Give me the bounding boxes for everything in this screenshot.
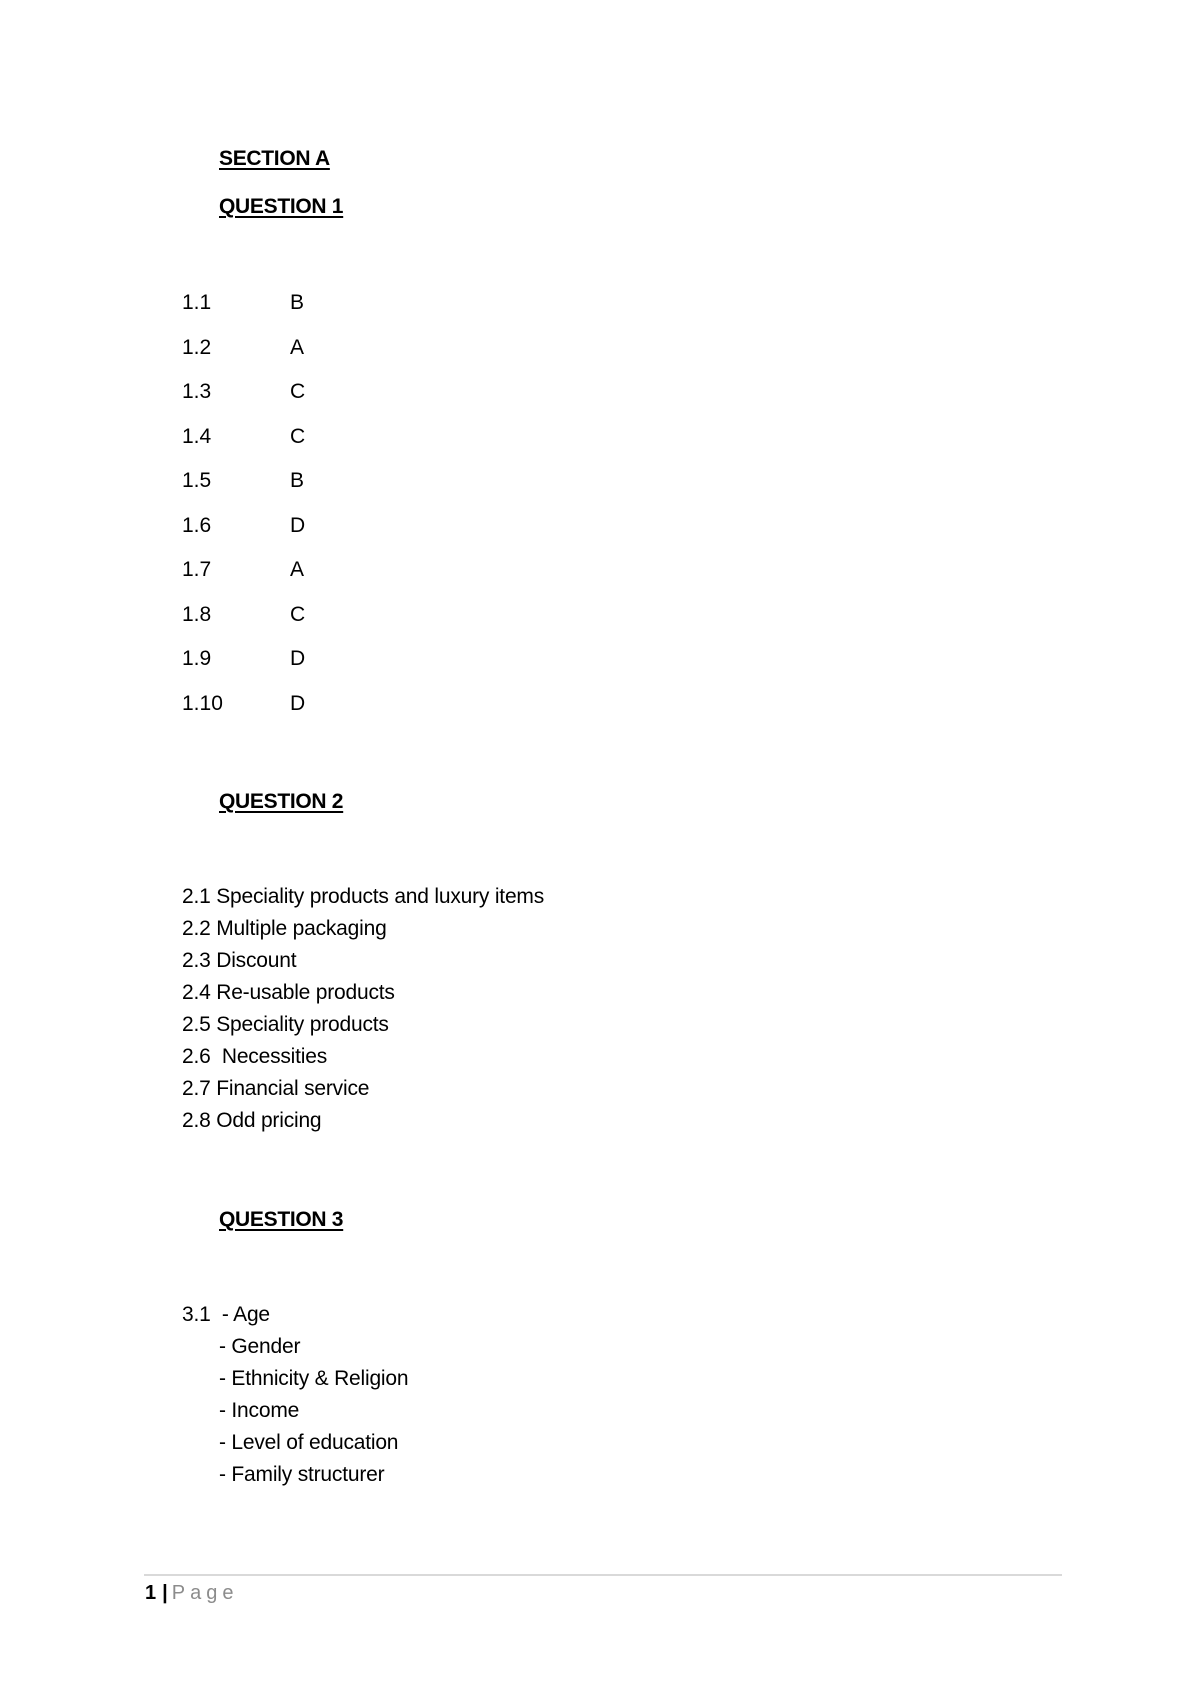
list-item: 2.3 Discount [182, 949, 297, 972]
answer-letter: B [290, 469, 305, 492]
answer-number: 1.7 [182, 558, 212, 581]
page-label: Page [171, 1582, 239, 1604]
answer-letter: D [290, 691, 306, 715]
footer-separator: | [162, 1582, 168, 1604]
answer-number: 1.1 [182, 291, 212, 314]
answer-number: 1.10 [182, 691, 223, 715]
answer-number: 1.8 [182, 602, 212, 626]
answer-letter: C [290, 380, 306, 403]
question-1-title: QUESTION 1 [219, 195, 344, 218]
list-item: - Income [219, 1399, 300, 1422]
section-title: SECTION A [219, 147, 330, 170]
list-item: 2.6 Necessities [182, 1045, 328, 1068]
list-item: 2.1 Speciality products and luxury items [182, 885, 545, 908]
answer-letter: D [290, 647, 306, 670]
answer-number: 1.5 [182, 469, 212, 492]
answer-letter: C [290, 424, 306, 448]
question-2-title: QUESTION 2 [219, 790, 344, 813]
question-2-answer-list [182, 885, 544, 1141]
answer-number: 1.6 [182, 513, 212, 537]
answer-letter: A [290, 558, 305, 581]
answer-letter: D [290, 513, 306, 537]
list-item: - Level of education [219, 1431, 399, 1454]
answer-letter: B [290, 291, 305, 314]
list-item: - Gender [219, 1335, 301, 1358]
answer-number: 1.3 [182, 380, 212, 403]
answer-number: 1.4 [182, 424, 212, 448]
list-item: 2.7 Financial service [182, 1077, 370, 1100]
page-number: 1 [145, 1582, 157, 1604]
footer-divider [144, 1574, 1062, 1576]
page-footer [145, 1582, 238, 1605]
answer-letter: C [290, 602, 306, 626]
list-item: - Family structurer [219, 1463, 385, 1486]
list-item: 2.5 Speciality products [182, 1013, 389, 1036]
answer-letter: A [290, 335, 305, 359]
list-item: - Ethnicity & Religion [219, 1367, 409, 1390]
list-item: 2.4 Re-usable products [182, 981, 395, 1004]
question-3-first-line: 3.1 - Age [182, 1303, 270, 1326]
answer-number: 1.2 [182, 335, 212, 359]
list-item: 2.8 Odd pricing [182, 1109, 322, 1132]
question-3-answer-block [182, 1303, 408, 1495]
question-3-title: QUESTION 3 [219, 1208, 344, 1231]
answer-number: 1.9 [182, 647, 212, 670]
list-item: 2.2 Multiple packaging [182, 917, 387, 940]
